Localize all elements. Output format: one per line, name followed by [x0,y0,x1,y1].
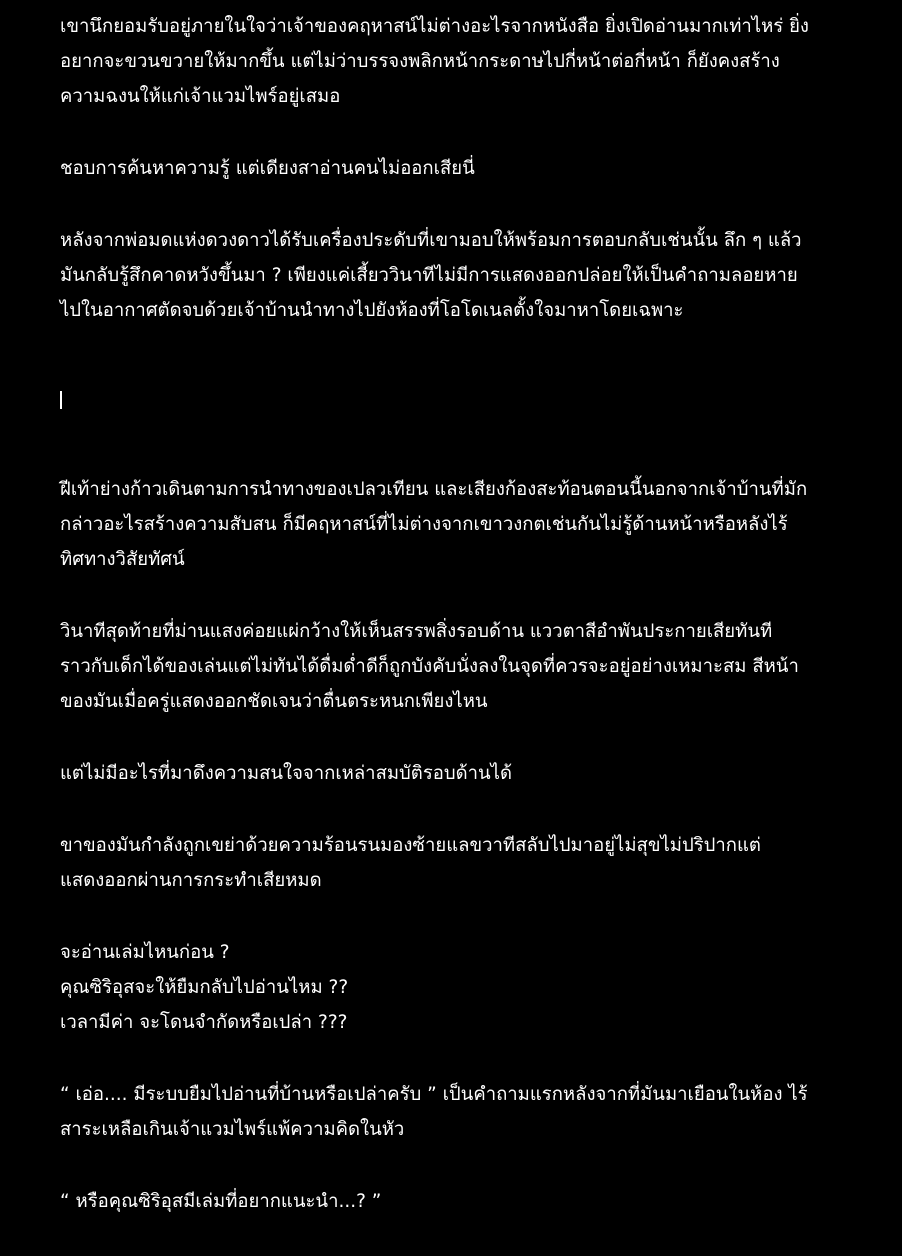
text-line: คุณซิริอุสจะให้ยืมกลับไปอ่านไหม ?? [60,977,349,998]
text-line: “ หรือคุณซิริอุสมีเล่มที่อยากแนะนำ...? ” [60,1191,382,1212]
paragraph [60,614,860,719]
text-line: ขาของมันกำลังถูกเขย่าด้วยความร้อนรนมองซ้ายแลขวาทีสลับไปมาอยู่ไม่สุขไม่ปริปากแต่ [60,835,761,856]
paragraph [60,756,860,791]
text-line: เขานึกยอมรับอยู่ภายในใจว่าเจ้าของคฤหาสน์ไม่ต่างอะไรจากหนังสือ ยิ่งเปิดอ่านมากเท่าไหร่ ยิ่ง [60,16,809,37]
text-cursor [60,391,62,409]
paragraph [60,223,860,328]
paragraph [60,472,860,577]
text-line: หลังจากพ่อมดแห่งดวงดาวได้รับเครื่องประดับที่เขามอบให้พร้อมการตอบกลับเช่นนั้น ลึก ๆ แล้ว [60,230,802,251]
paragraph [60,1184,860,1219]
text-cursor-line [60,365,860,435]
text-line: สาระเหลือเกินเจ้าแวมไพร์แพ้ความคิดในหัว [60,1119,405,1140]
text-line: “ เอ่อ.... มีระบบยืมไปอ่านที่บ้านหรือเปล่าครับ ” เป็นคำถามแรกหลังจากที่มันมาเยือนในห้อง ไร้ [60,1084,808,1105]
text-line: ไปในอากาศตัดจบด้วยเจ้าบ้านนำทางไปยังห้องที่โอโดเนลตั้งใจมาหาโดยเฉพาะ [60,300,684,321]
text-line: ความฉงนให้แก่เจ้าแวมไพร์อยู่เสมอ [60,86,341,107]
document-body [60,9,860,1256]
paragraph [60,1077,860,1147]
paragraph [60,935,860,1040]
text-line: ทิศทางวิสัยทัศน์ [60,549,185,570]
text-line: วินาทีสุดท้ายที่ม่านแสงค่อยแผ่กว้างให้เห็นสรรพสิ่งรอบด้าน แววตาสีอำพันประกายเสียทันที [60,621,773,642]
text-line: แต่ไม่มีอะไรที่มาดึงความสนใจจากเหล่าสมบัติรอบด้านได้ [60,763,512,784]
text-line: เวลามีค่า จะโดนจำกัดหรือเปล่า ??? [60,1012,348,1033]
text-line: อยากจะขวนขวายให้มากขึ้น แต่ไม่ว่าบรรจงพลิกหน้ากระดาษไปกี่หน้าต่อกี่หน้า ก็ยังคงสร้าง [60,51,780,72]
text-line: ฝีเท้าย่างก้าวเดินตามการนำทางของเปลวเทียน และเสียงก้องสะท้อนตอนนี้นอกจากเจ้าบ้านที่มัก [60,479,808,500]
paragraph [60,151,860,186]
text-line: กล่าวอะไรสร้างความสับสน ก็มีคฤหาสน์ที่ไม่ต่างจากเขาวงกตเช่นกันไม่รู้ด้านหน้าหรือหลังไร้ [60,514,788,535]
paragraph [60,9,860,114]
text-line: ของมันเมื่อครู่แสดงออกชัดเจนว่าตื่นตระหนกเพียงไหน [60,691,488,712]
text-line: มันกลับรู้สึกคาดหวังขึ้นมา ? เพียงแค่เสี้ยววินาทีไม่มีการแสดงออกปล่อยให้เป็นคำถามลอยหาย [60,265,798,286]
text-line: แสดงออกผ่านการกระทำเสียหมด [60,870,322,891]
text-line: จะอ่านเล่มไหนก่อน ? [60,942,230,963]
paragraph [60,828,860,898]
text-line: ราวกับเด็กได้ของเล่นแต่ไม่ทันได้ดื่มด่ำดีก็ถูกบังคับนั่งลงในจุดที่ควรจะอยู่อย่างเหมาะสม สีหน้า [60,656,799,677]
text-line: ชอบการค้นหาความรู้ แต่เดียงสาอ่านคนไม่ออกเสียนี่ [60,158,475,179]
